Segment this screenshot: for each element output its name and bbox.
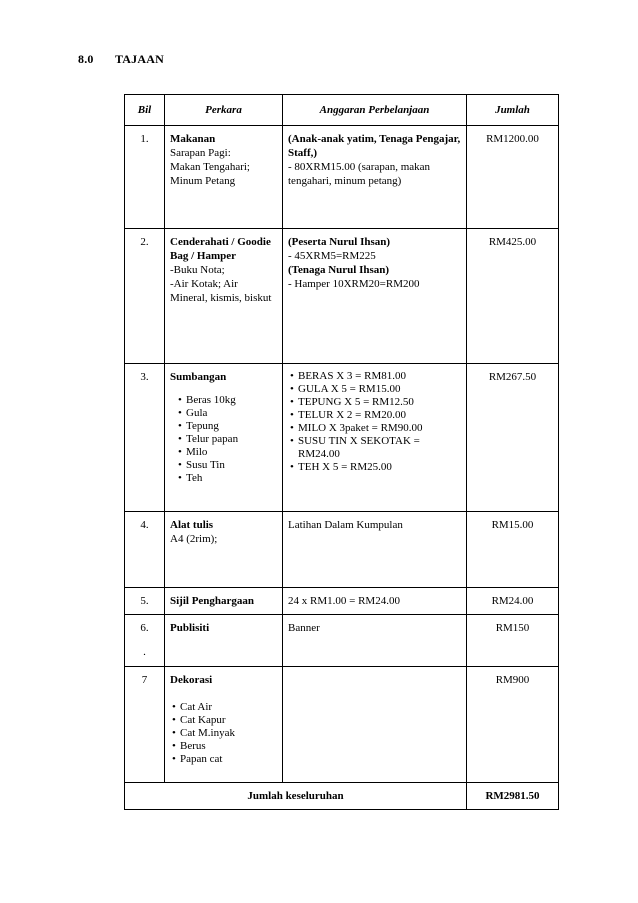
row-number	[125, 615, 165, 667]
anggaran-text: - 45XRM5=RM225	[288, 250, 376, 262]
cost-item-list	[288, 370, 461, 474]
row-anggaran: Latihan Dalam Kumpulan	[283, 512, 467, 588]
total-row	[125, 783, 559, 810]
table-row	[125, 588, 559, 615]
row-title: Makanan	[170, 133, 216, 145]
total-label: Jumlah keseluruhan	[125, 783, 467, 810]
row-title: Alat tulis	[170, 519, 214, 531]
row-jumlah: RM425.00	[467, 229, 559, 364]
row-jumlah: RM24.00	[467, 588, 559, 615]
list-item: • Telur papan	[178, 433, 277, 446]
row-detail: -Air Kotak; Air Mineral, kismis, biskut	[170, 278, 272, 304]
list-item: • Milo	[178, 446, 277, 459]
list-item: • Susu Tin	[178, 459, 277, 472]
anggaran-group-label: (Peserta Nurul Ihsan)	[288, 236, 391, 248]
header-anggaran: Anggaran Perbelanjaan	[283, 95, 467, 126]
row-detail: A4 (2rim);	[170, 533, 218, 545]
row-number: 1.	[125, 126, 165, 229]
row-number-extra: .	[143, 646, 146, 658]
section-heading	[78, 52, 164, 67]
table-row	[125, 615, 559, 667]
row-perkara	[165, 364, 283, 512]
anggaran-text: - 80XRM15.00 (sarapan, makan tengahari, minum petang)	[288, 161, 431, 187]
row-title: Publisiti	[170, 622, 210, 634]
sponsorship-table	[124, 94, 559, 810]
row-detail: Minum Petang	[170, 175, 236, 187]
table-row	[125, 512, 559, 588]
donation-item-list	[170, 394, 277, 485]
row-perkara	[165, 512, 283, 588]
row-jumlah: RM150	[467, 615, 559, 667]
row-detail: -Buku Nota;	[170, 264, 225, 276]
row-title: Sijil Penghargaan	[170, 595, 255, 607]
list-item: • GULA X 5 = RM15.00	[290, 383, 461, 396]
section-title: TAJAAN	[114, 52, 164, 66]
list-item: • Tepung	[178, 420, 277, 433]
row-anggaran: 24 x RM1.00 = RM24.00	[283, 588, 467, 615]
list-item: • Cat M.inyak	[172, 727, 277, 740]
section-number: 8.0	[78, 52, 94, 66]
table-row	[125, 364, 559, 512]
row-anggaran: Banner	[283, 615, 467, 667]
row-anggaran	[283, 364, 467, 512]
decoration-item-list	[170, 701, 277, 766]
row-jumlah: RM1200.00	[467, 126, 559, 229]
anggaran-group-label: (Anak-anak yatim, Tenaga Pengajar, Staff,)	[288, 133, 461, 159]
row-anggaran	[283, 667, 467, 783]
header-bil: Bil	[125, 95, 165, 126]
row-anggaran	[283, 229, 467, 364]
header-jumlah: Jumlah	[467, 95, 559, 126]
row-anggaran	[283, 126, 467, 229]
row-jumlah: RM267.50	[467, 364, 559, 512]
list-item: • Beras 10kg	[178, 394, 277, 407]
row-detail: Makan Tengahari;	[170, 161, 250, 173]
row-number: 2.	[125, 229, 165, 364]
row-perkara	[165, 126, 283, 229]
row-number: 3.	[125, 364, 165, 512]
list-item: • Teh	[178, 472, 277, 485]
row-perkara	[165, 588, 283, 615]
list-item: • Cat Air	[172, 701, 277, 714]
header-perkara: Perkara	[165, 95, 283, 126]
anggaran-text: - Hamper 10XRM20=RM200	[288, 278, 420, 290]
row-perkara	[165, 667, 283, 783]
list-item: • SUSU TIN X SEKOTAK = RM24.00	[290, 435, 461, 461]
list-item: • Berus	[172, 740, 277, 753]
row-title: Sumbangan	[170, 371, 227, 383]
anggaran-group-label: (Tenaga Nurul Ihsan)	[288, 264, 390, 276]
list-item: • MILO X 3paket = RM90.00	[290, 422, 461, 435]
table-header-row	[125, 95, 559, 126]
row-jumlah: RM15.00	[467, 512, 559, 588]
row-number-text: 6.	[140, 622, 149, 634]
row-number: 4.	[125, 512, 165, 588]
list-item: • TEPUNG X 5 = RM12.50	[290, 396, 461, 409]
table-row	[125, 126, 559, 229]
row-detail: Sarapan Pagi:	[170, 147, 231, 159]
table-row	[125, 667, 559, 783]
list-item: • TELUR X 2 = RM20.00	[290, 409, 461, 422]
list-item: • Gula	[178, 407, 277, 420]
list-item: • TEH X 5 = RM25.00	[290, 461, 461, 474]
total-value: RM2981.50	[467, 783, 559, 810]
row-perkara	[165, 229, 283, 364]
row-perkara	[165, 615, 283, 667]
row-title: Dekorasi	[170, 674, 213, 686]
list-item: • Papan cat	[172, 753, 277, 766]
table-row	[125, 229, 559, 364]
row-title: Cenderahati / Goodie Bag / Hamper	[170, 236, 271, 262]
row-number: 7	[125, 667, 165, 783]
row-number: 5.	[125, 588, 165, 615]
list-item: • Cat Kapur	[172, 714, 277, 727]
list-item: • BERAS X 3 = RM81.00	[290, 370, 461, 383]
row-jumlah: RM900	[467, 667, 559, 783]
